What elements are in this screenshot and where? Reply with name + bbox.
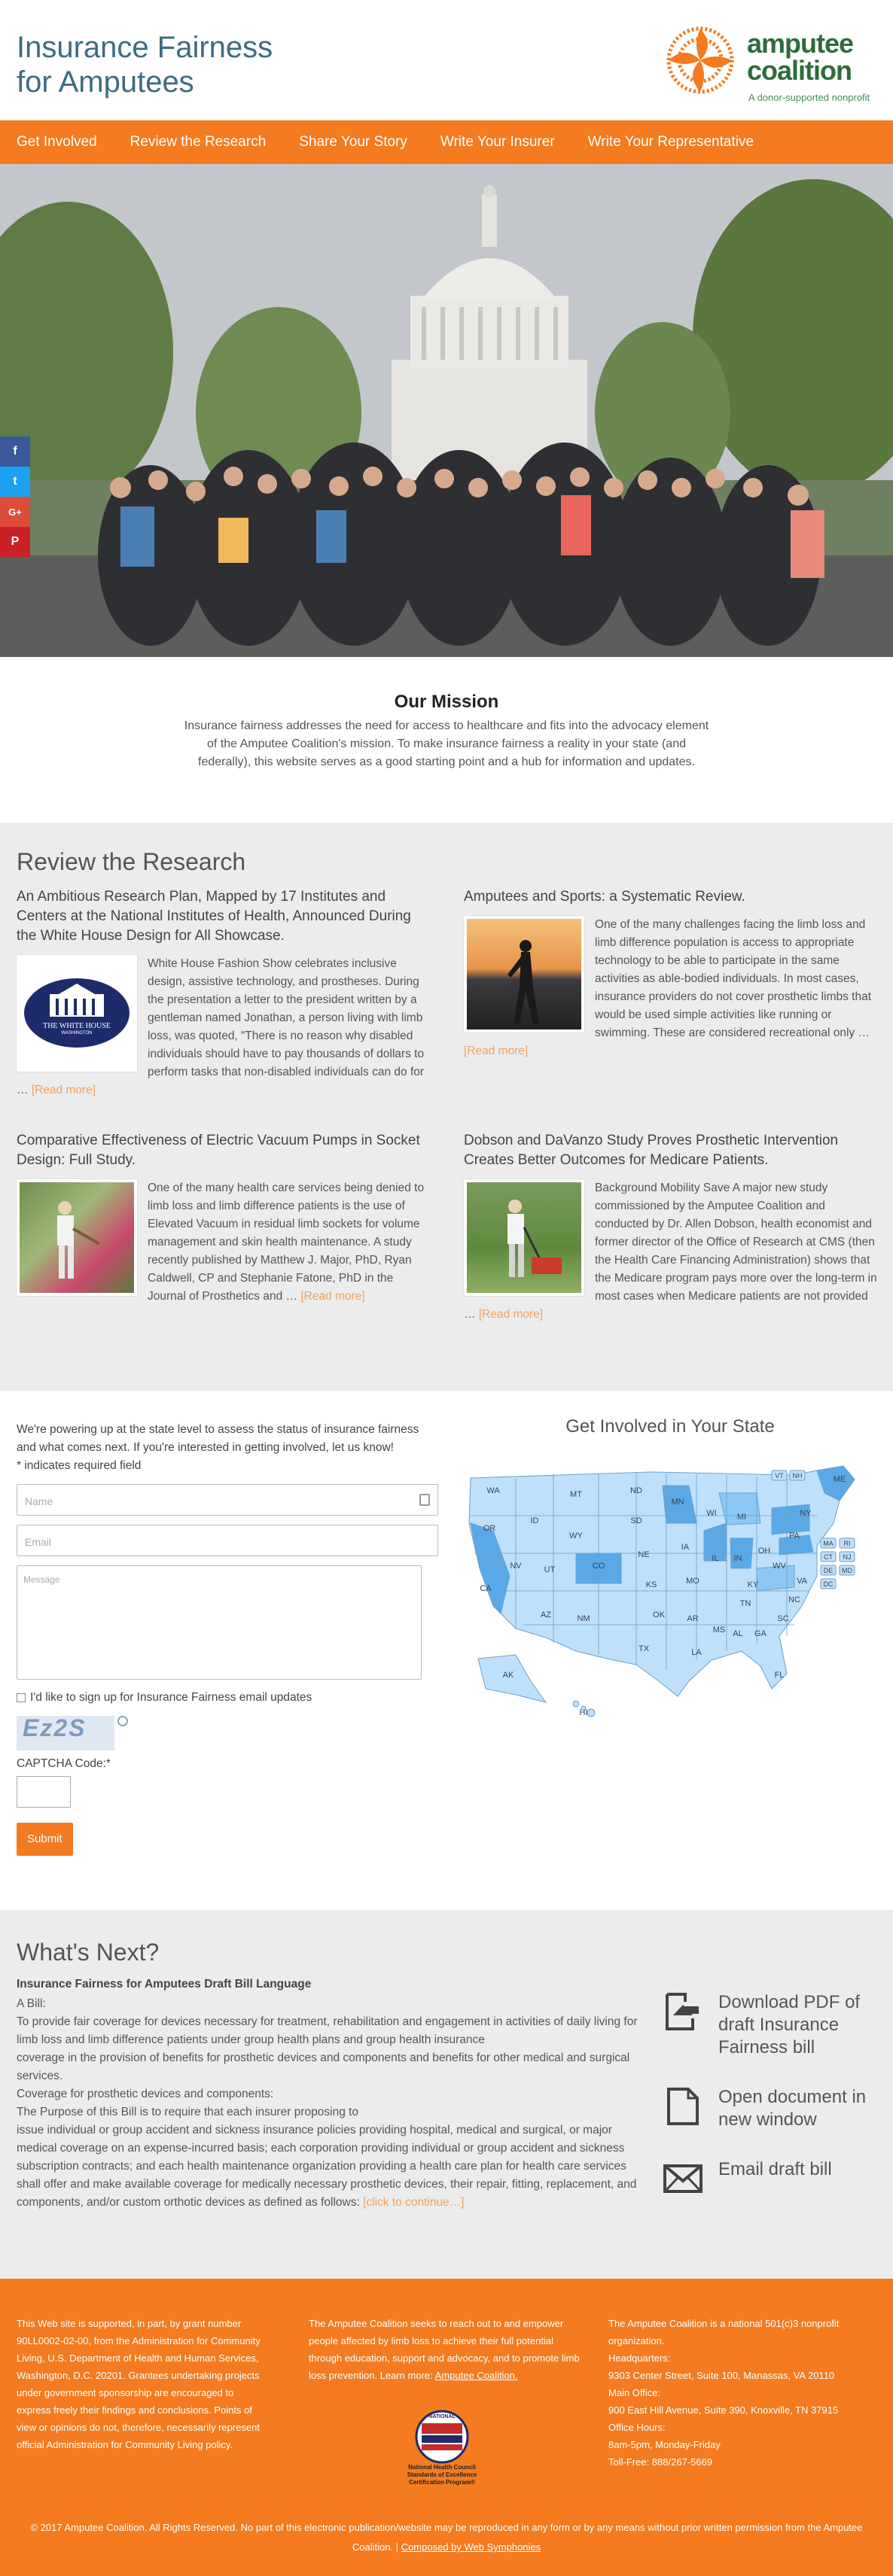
- footer-contact-line: 9303 Center Street, Suite 100, Manassas, VA 20110: [608, 2370, 835, 2381]
- state-tag-vt[interactable]: VT: [775, 1472, 784, 1480]
- article-title[interactable]: Comparative Effectiveness of Electric Vacuum Pumps in Socket Design: Full Study.: [17, 1133, 420, 1168]
- continue-link[interactable]: [click to continue…]: [363, 2196, 465, 2209]
- state-label-az[interactable]: AZ: [540, 1610, 552, 1620]
- thumb-sublabel: WASHINGTON: [61, 1031, 93, 1036]
- read-more-link[interactable]: [Read more]: [300, 1290, 365, 1303]
- article-title[interactable]: Amputees and Sports: a Systematic Review.: [464, 889, 745, 905]
- footer-contact-line: The Amputee Coalition is a national 501(c)3 nonprofit organization.: [608, 2318, 840, 2346]
- nhc-certification-badge: [401, 2407, 483, 2489]
- read-more-link[interactable]: [Read more]: [478, 1308, 544, 1321]
- article-thumbnail[interactable]: [17, 1179, 137, 1296]
- state-label-hi[interactable]: HI: [579, 1708, 588, 1717]
- state-tag-md[interactable]: MD: [842, 1567, 852, 1574]
- research-title: Review the Research: [17, 848, 246, 875]
- footer-contact: [608, 2315, 879, 2471]
- site-header: [0, 0, 893, 120]
- whats-next-section: [0, 1910, 893, 2279]
- bill-actions: [663, 1991, 881, 2226]
- get-involved-section: [0, 1391, 893, 1910]
- name-input[interactable]: [17, 1484, 438, 1516]
- document-icon: [663, 2086, 703, 2127]
- draft-bill-subtitle: Insurance Fairness for Amputees Draft Bill Language: [17, 1978, 312, 1991]
- social-share-bar: [0, 436, 30, 557]
- state-tag-nj[interactable]: NJ: [843, 1553, 852, 1561]
- state-label-ny[interactable]: NY: [800, 1509, 812, 1518]
- state-label-wi[interactable]: WI: [706, 1509, 717, 1518]
- read-more-link[interactable]: [Read more]: [31, 1084, 96, 1096]
- captcha-image: [17, 1716, 114, 1750]
- research-article: [17, 1131, 431, 1306]
- us-state-map[interactable]: [463, 1463, 877, 1726]
- captcha-code-text: Ez2S: [23, 1714, 87, 1741]
- facebook-icon[interactable]: f: [0, 436, 30, 467]
- article-excerpt: One of the many challenges facing the limb loss and limb difference population is access to appropriate technology to be able to participate in the same activities as able-bodied individuals. In most cases, insurance providers do not cover prosthetic limbs that would be used simple activities like running or swimming. These are considered recreational only …: [595, 918, 872, 1039]
- nav-write-representative[interactable]: Write Your Representative: [587, 134, 754, 150]
- credit-separator: |: [395, 2541, 399, 2553]
- state-label-al[interactable]: AL: [733, 1629, 743, 1638]
- main-nav: [0, 120, 893, 164]
- footer-copyright: [0, 2518, 893, 2557]
- state-label-la[interactable]: LA: [691, 1648, 702, 1657]
- state-label-ok[interactable]: OK: [653, 1610, 665, 1620]
- state-label-ky[interactable]: KY: [747, 1580, 759, 1589]
- state-label-ar[interactable]: AR: [687, 1614, 699, 1623]
- state-label-pa[interactable]: PA: [789, 1531, 800, 1540]
- logo-text-amputee: amputee: [747, 28, 854, 59]
- state-tag-ct[interactable]: CT: [824, 1553, 833, 1561]
- white-house-seal-icon: [20, 958, 134, 1069]
- footer-grant-text: This Web site is supported, in part, by grant number 90LL0002-02-00, from the Administration for Community Living, U.S. Department of Health and Human Services, Washington, D.C. 20201. Grantees undertaking projects under government sponsorship are encouraged to express freely their findings and conclusions. Points of view or opinions do not, therefore, necessarily represent official Administration for Community Living policy.: [17, 2318, 261, 2450]
- state-label-wv[interactable]: WV: [773, 1562, 786, 1571]
- logo-mark-icon: [663, 23, 738, 98]
- research-section: [0, 823, 893, 1391]
- state-label-sd[interactable]: SD: [630, 1516, 642, 1525]
- submit-button[interactable]: Submit: [17, 1823, 73, 1856]
- site-footer: [0, 2279, 893, 2576]
- email-placeholder: Email: [25, 1536, 52, 1548]
- state-label-ms[interactable]: MS: [712, 1626, 726, 1635]
- map-title: Get Involved in Your State: [565, 1416, 775, 1437]
- site-title[interactable]: [17, 30, 273, 99]
- research-article: [464, 1131, 878, 1324]
- state-label-mo[interactable]: MO: [686, 1577, 699, 1586]
- state-label-ut[interactable]: UT: [544, 1565, 556, 1574]
- captcha-refresh-icon[interactable]: [117, 1716, 128, 1726]
- hero-photo-capitol-group: [0, 164, 893, 657]
- amputee-coalition-link[interactable]: Amputee Coalition.: [434, 2370, 518, 2381]
- newsletter-label: I'd like to sign up for Insurance Fairness email updates: [30, 1691, 312, 1704]
- state-label-ca[interactable]: CA: [480, 1584, 492, 1593]
- state-label-ks[interactable]: KS: [645, 1580, 657, 1589]
- autofill-card-icon[interactable]: [419, 1494, 430, 1506]
- state-label-oh[interactable]: OH: [757, 1547, 771, 1556]
- gardener-figure-icon: [20, 1182, 134, 1293]
- footer-contact-line: 8am-5pm, Monday-Friday: [608, 2439, 721, 2450]
- badge-text-line2: Standards of Excellence: [407, 2471, 477, 2478]
- article-thumbnail[interactable]: [17, 955, 137, 1072]
- state-label-wa[interactable]: WA: [486, 1486, 500, 1495]
- email-bill-button[interactable]: [663, 2158, 881, 2199]
- required-note: * indicates required field: [17, 1459, 142, 1472]
- footer-contact-line[interactable]: Toll-Free: 888/267-5669: [608, 2456, 713, 2468]
- mission-title: Our Mission: [394, 692, 499, 712]
- article-thumbnail[interactable]: [464, 916, 584, 1033]
- download-icon: [663, 1991, 703, 2032]
- nav-share-story[interactable]: Share Your Story: [299, 134, 407, 150]
- state-label-il[interactable]: IL: [712, 1554, 719, 1563]
- twitter-icon[interactable]: t: [0, 467, 30, 497]
- state-label-me[interactable]: ME: [833, 1475, 846, 1484]
- state-map-panel: [463, 1416, 877, 1730]
- captcha-input[interactable]: [17, 1776, 71, 1808]
- hero-illustration: [0, 164, 893, 657]
- read-more-link[interactable]: [Read more]: [464, 1045, 529, 1057]
- footer-contact-line: Main Office:: [608, 2387, 661, 2398]
- open-document-button[interactable]: [663, 2086, 881, 2131]
- state-label-nd[interactable]: ND: [630, 1486, 642, 1495]
- state-label-mn[interactable]: MN: [671, 1498, 684, 1507]
- web-symphonies-link[interactable]: Composed by Web Symphonies: [401, 2541, 541, 2553]
- state-label-mi[interactable]: MI: [736, 1513, 747, 1522]
- state-label-ia[interactable]: IA: [681, 1543, 690, 1552]
- form-intro: We're powering up at the state level to assess the status of insurance fairness and what comes next. If you're interested in getting involved, let us know!: [17, 1423, 419, 1454]
- mower-figure-icon: [467, 1182, 581, 1293]
- nav-review-research[interactable]: Review the Research: [130, 134, 267, 150]
- nav-get-involved[interactable]: Get Involved: [17, 134, 97, 150]
- article-excerpt: One of the many health care services being denied to limb loss and limb difference patients is the use of Elevated Vacuum in residual limb sockets for volume management and skin health maintenance. A study recently published by Matthew J. Major, PhD, Ryan Caldwell, CP and Stephanie Fatone, PhD in the Journal of Prosthetics and …: [148, 1182, 425, 1303]
- state-label-ne[interactable]: NE: [638, 1550, 650, 1559]
- site-title-line2: for Amputees: [17, 65, 194, 99]
- bill-line: coverage in the provision of benefits for prosthetic devices and components and benefits for other medical and surgical services.: [17, 2051, 630, 2082]
- email-input[interactable]: [17, 1525, 438, 1556]
- state-label-nv[interactable]: NV: [510, 1562, 522, 1571]
- site-title-line1: Insurance Fairness: [17, 31, 273, 64]
- article-excerpt: Background Mobility Save A major new study commissioned by the Amputee Coalition and conducted by Dr. Allen Dobson, health economist and former director of the Office of Research at CMS (then the Health Care Financing Administration) shows that the Medicare program pays more over the long-term in most cases when Medicare patients are not provided …: [464, 1182, 877, 1321]
- logo-text-coalition: coalition: [747, 55, 852, 86]
- state-label-va[interactable]: VA: [797, 1577, 807, 1586]
- badge-top-text: NATIONAL: [428, 2414, 456, 2419]
- article-thumbnail[interactable]: [464, 1179, 584, 1296]
- state-label-tx[interactable]: TX: [638, 1644, 650, 1653]
- state-tag-dc[interactable]: DC: [823, 1580, 834, 1588]
- state-label-ga[interactable]: GA: [754, 1629, 767, 1638]
- bill-line: To provide fair coverage for devices necessary for treatment, rehabilitation and engagement in activities of daily living for: [17, 2015, 638, 2028]
- state-tag-de[interactable]: DE: [823, 1567, 834, 1574]
- thumb-label: THE WHITE HOUSE: [43, 1022, 111, 1030]
- footer-mission: [309, 2315, 580, 2384]
- pinterest-icon[interactable]: P: [0, 527, 30, 557]
- article-title[interactable]: An Ambitious Research Plan, Mapped by 17 Institutes and Centers at the National Institutes of Health, Announced During the White House Design for All Showcase.: [17, 889, 411, 944]
- state-label-nm[interactable]: NM: [577, 1614, 590, 1623]
- article-excerpt: White House Fashion Show celebrates inclusive design, assistive technology, and prostheses. During the presentation a letter to the president written by a gentleman named Jonathan, a person living with limb loss, was quoted, “There is no reason why disabled individuals should have to pay thousands of dollars to perform tasks that non-disabled individuals can do for …: [17, 957, 425, 1096]
- state-label-wy[interactable]: WY: [569, 1531, 583, 1540]
- email-icon: [663, 2158, 703, 2199]
- state-label-sc[interactable]: SC: [777, 1614, 789, 1623]
- newsletter-checkbox[interactable]: [17, 1693, 26, 1702]
- state-label-tn[interactable]: TN: [739, 1599, 751, 1608]
- download-pdf-label: Download PDF of draft Insurance Fairness bill: [718, 1992, 861, 2057]
- logo-tagline: A donor-supported nonprofit: [748, 92, 870, 103]
- research-article: [464, 887, 878, 1060]
- state-label-mt[interactable]: MT: [570, 1490, 582, 1499]
- involvement-form: [17, 1421, 438, 1856]
- amputee-coalition-logo[interactable]: [663, 23, 881, 105]
- state-tag-nh[interactable]: NH: [792, 1472, 803, 1480]
- state-label-id[interactable]: ID: [530, 1516, 539, 1525]
- badge-text-line3: Certification Program®: [409, 2479, 475, 2486]
- footer-mission-text: The Amputee Coalition seeks to reach out to and empower people affected by limb loss to achieve their full potential through education, support and advocacy, and to promote limb loss prevention. Learn more:: [309, 2318, 580, 2381]
- state-label-co[interactable]: CO: [592, 1562, 605, 1571]
- bill-line: A Bill:: [17, 1997, 46, 2010]
- article-title[interactable]: Dobson and DaVanzo Study Proves Prosthetic Intervention Creates Better Outcomes for Medicare Patients.: [464, 1133, 839, 1168]
- state-label-ak[interactable]: AK: [502, 1671, 514, 1680]
- bill-line: The Purpose of this Bill is to require that each insurer proposing to: [17, 2106, 359, 2118]
- state-label-nc[interactable]: NC: [788, 1595, 800, 1604]
- google-plus-icon[interactable]: G+: [0, 497, 30, 527]
- download-pdf-button[interactable]: [663, 1991, 881, 2059]
- name-placeholder: Name: [25, 1495, 53, 1507]
- draft-bill-text: [17, 1975, 649, 2212]
- message-placeholder: Message: [23, 1574, 60, 1585]
- whats-next-title: What's Next?: [17, 1939, 160, 1966]
- state-label-in[interactable]: IN: [733, 1554, 742, 1563]
- badge-text-line1: National Health Council: [408, 2464, 476, 2471]
- captcha-label: CAPTCHA Code:*: [17, 1757, 111, 1770]
- state-tag-ri[interactable]: RI: [843, 1540, 851, 1547]
- footer-contact-line: 900 East Hill Avenue, Suite 390, Knoxville, TN 37915: [608, 2404, 839, 2416]
- bill-line: limb loss and limb difference patients under group health plans and group health insurance: [17, 2033, 485, 2046]
- bill-line: Coverage for prosthetic devices and components:: [17, 2088, 274, 2100]
- copyright-text: © 2017 Amputee Coalition. All Rights Reserved. No part of this electronic publication/website may be reproduced in any form or by any means without prior written permission from the Amputee Coalition.: [30, 2522, 863, 2553]
- bill-line: issue individual or group accident and sickness insurance policies providing hospital, medical and surgical, or major medical coverage on an expense-incurred basis; each corporation providing individual or group accident and sickness subscription contracts; and each health maintenance organization providing a health care plan for health care services shall offer and make available coverage for medically necessary prosthetic devices, their repair, fitting, replacement, and components, and/or custom orthotic devices as defined as follows:: [17, 2124, 637, 2209]
- state-tag-ma[interactable]: MA: [823, 1540, 834, 1547]
- nav-write-insurer[interactable]: Write Your Insurer: [440, 134, 555, 150]
- open-document-label: Open document in new window: [718, 2087, 867, 2130]
- email-bill-label: Email draft bill: [718, 2159, 832, 2179]
- message-textarea[interactable]: [17, 1565, 422, 1680]
- state-label-or[interactable]: OR: [483, 1524, 496, 1533]
- runner-silhouette-icon: [467, 919, 581, 1029]
- footer-contact-line: Office Hours:: [608, 2422, 666, 2433]
- mission-section: [0, 657, 893, 823]
- mission-text: Insurance fairness addresses the need for access to healthcare and fits into the advocacy element of the Amputee Coalition's mission. To make insurance fairness a reality in your state (and federally), this website serves as a good starting point and a hub for information and updates.: [184, 719, 709, 768]
- research-article: [17, 887, 431, 1099]
- footer-contact-line: Headquarters:: [608, 2352, 671, 2364]
- state-label-fl[interactable]: FL: [774, 1671, 785, 1680]
